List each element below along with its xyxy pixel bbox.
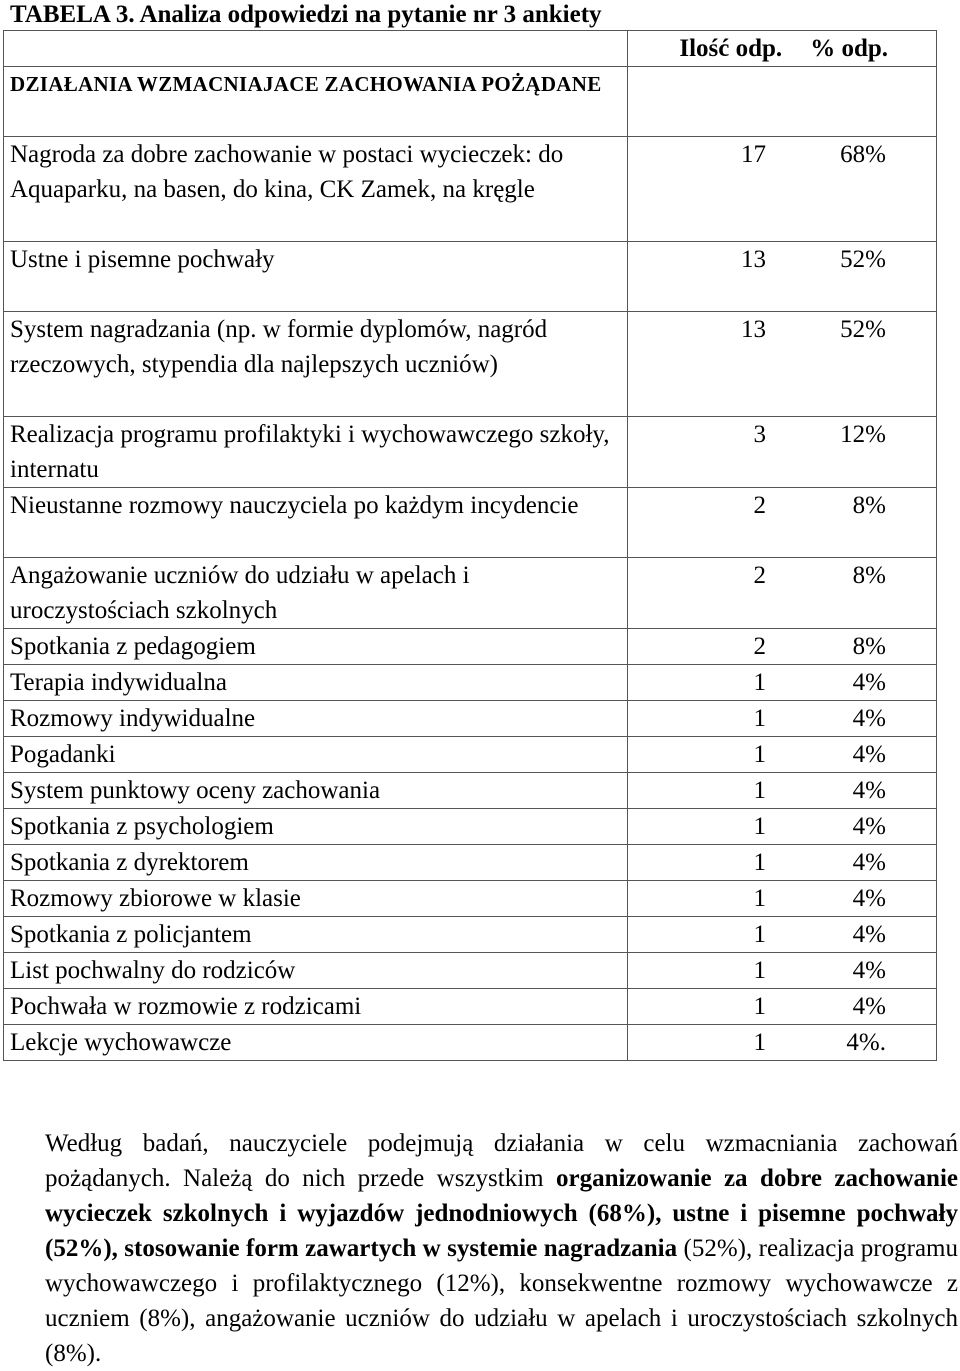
row-percent: 4% <box>852 777 886 804</box>
row-values <box>628 881 937 917</box>
table-row <box>4 737 937 773</box>
table-title: TABELA 3. Analiza odpowiedzi na pytanie nr 3 ankiety <box>10 1 602 28</box>
row-count: 1 <box>753 885 766 912</box>
table-header-row <box>4 31 937 67</box>
row-percent: 4% <box>852 705 886 732</box>
row-count: 17 <box>741 141 766 168</box>
row-count: 1 <box>753 813 766 840</box>
table-row <box>4 701 937 737</box>
row-count: 13 <box>741 316 766 343</box>
row-label: Spotkania z pedagogiem <box>4 629 628 665</box>
header-columns <box>628 31 937 67</box>
row-percent: 4% <box>852 921 886 948</box>
row-percent: 52% <box>840 246 886 273</box>
summary-text-1: Według badań, nauczyciele podejmują działania w celu wzmacniania zachowań pożądanych. Należą do nich przede wszystkim <box>45 1130 958 1192</box>
row-count: 1 <box>753 777 766 804</box>
row-label: Pogadanki <box>4 737 628 773</box>
row-values <box>628 773 937 809</box>
row-label: Realizacja programu profilaktyki i wychowawczego szkoły, internatu <box>4 417 628 488</box>
row-percent: 4% <box>852 993 886 1020</box>
row-percent: 8% <box>852 633 886 660</box>
row-count: 1 <box>753 669 766 696</box>
row-values <box>628 665 937 701</box>
row-values <box>628 417 937 488</box>
column-header-count: Ilość odp. <box>679 35 783 62</box>
table-row <box>4 845 937 881</box>
row-count: 2 <box>753 562 766 589</box>
row-label: Rozmowy zbiorowe w klasie <box>4 881 628 917</box>
row-label: Ustne i pisemne pochwały <box>4 242 628 312</box>
row-count: 1 <box>753 957 766 984</box>
row-label: System nagradzania (np. w formie dyplomów, nagród rzeczowych, stypendia dla najlepszych uczniów) <box>4 312 628 417</box>
row-label: Spotkania z policjantem <box>4 917 628 953</box>
row-values <box>628 809 937 845</box>
row-label: Angażowanie uczniów do udziału w apelach i uroczystościach szkolnych <box>4 558 628 629</box>
row-label: List pochwalny do rodziców <box>4 953 628 989</box>
row-percent: 4% <box>852 849 886 876</box>
summary-text-bold: organizowanie za dobre zachowanie wycieczek szkolnych i wyjazdów jednodniowych (68%), ustne i pisemne pochwały (52%), stosowanie form zawartych w systemie nagradzania <box>45 1165 958 1262</box>
row-label: Nagroda za dobre zachowanie w postaci wycieczek: do Aquaparku, na basen, do kina, CK Zamek, na kręgle <box>4 137 628 242</box>
row-count: 1 <box>753 1029 766 1056</box>
row-label: Spotkania z dyrektorem <box>4 845 628 881</box>
row-count: 1 <box>753 921 766 948</box>
row-count: 2 <box>753 492 766 519</box>
row-percent: 68% <box>840 141 886 168</box>
row-values <box>628 312 937 417</box>
row-percent: 8% <box>852 492 886 519</box>
row-values <box>628 701 937 737</box>
row-count: 1 <box>753 993 766 1020</box>
row-label: Spotkania z psychologiem <box>4 809 628 845</box>
row-count: 1 <box>753 849 766 876</box>
row-label: Rozmowy indywidualne <box>4 701 628 737</box>
row-values <box>628 1025 937 1061</box>
row-values <box>628 629 937 665</box>
row-label: Lekcje wychowawcze <box>4 1025 628 1061</box>
row-values <box>628 558 937 629</box>
row-count: 3 <box>753 421 766 448</box>
row-label: Pochwała w rozmowie z rodzicami <box>4 989 628 1025</box>
row-percent: 4% <box>852 813 886 840</box>
row-percent: 4% <box>852 957 886 984</box>
table-row <box>4 881 937 917</box>
row-values <box>628 989 937 1025</box>
summary-paragraph <box>3 1126 958 1371</box>
row-count: 13 <box>741 246 766 273</box>
table-row <box>4 488 937 558</box>
row-values <box>628 137 937 242</box>
row-count: 2 <box>753 633 766 660</box>
row-label: Terapia indywidualna <box>4 665 628 701</box>
row-percent: 4% <box>852 669 886 696</box>
row-percent: 4% <box>852 885 886 912</box>
row-count: 1 <box>753 741 766 768</box>
row-percent: 8% <box>852 562 886 589</box>
section-header-row <box>4 67 937 137</box>
table-row <box>4 773 937 809</box>
section-header: DZIAŁANIA WZMACNIAJACE ZACHOWANIA POŻĄDANE <box>4 67 628 137</box>
table-row <box>4 312 937 417</box>
table-row <box>4 1025 937 1061</box>
row-values <box>628 242 937 312</box>
table-row <box>4 953 937 989</box>
table-row <box>4 242 937 312</box>
row-percent: 4%. <box>846 1029 886 1056</box>
row-values <box>628 953 937 989</box>
row-values <box>628 737 937 773</box>
table-row <box>4 417 937 488</box>
row-count: 1 <box>753 705 766 732</box>
row-values <box>628 917 937 953</box>
column-header-percent: % odp. <box>810 35 888 62</box>
table-row <box>4 665 937 701</box>
table-row <box>4 629 937 665</box>
row-percent: 52% <box>840 316 886 343</box>
summary-text-2: (52%), realizacja programu wychowawczego i profilaktycznego (12%), konsekwentne rozmowy wychowawcze z uczniem (8%), angażowanie uczniów do udziału w apelach i uroczystościach szkolnych (8%). <box>45 1235 958 1367</box>
row-values <box>628 488 937 558</box>
row-label: Nieustanne rozmowy nauczyciela po każdym incydencie <box>4 488 628 558</box>
table-row <box>4 558 937 629</box>
table-row <box>4 137 937 242</box>
row-values <box>628 845 937 881</box>
row-label: System punktowy oceny zachowania <box>4 773 628 809</box>
table-row <box>4 989 937 1025</box>
row-percent: 12% <box>840 421 886 448</box>
table-row <box>4 917 937 953</box>
survey-table <box>3 30 937 1061</box>
table-row <box>4 809 937 845</box>
row-percent: 4% <box>852 741 886 768</box>
